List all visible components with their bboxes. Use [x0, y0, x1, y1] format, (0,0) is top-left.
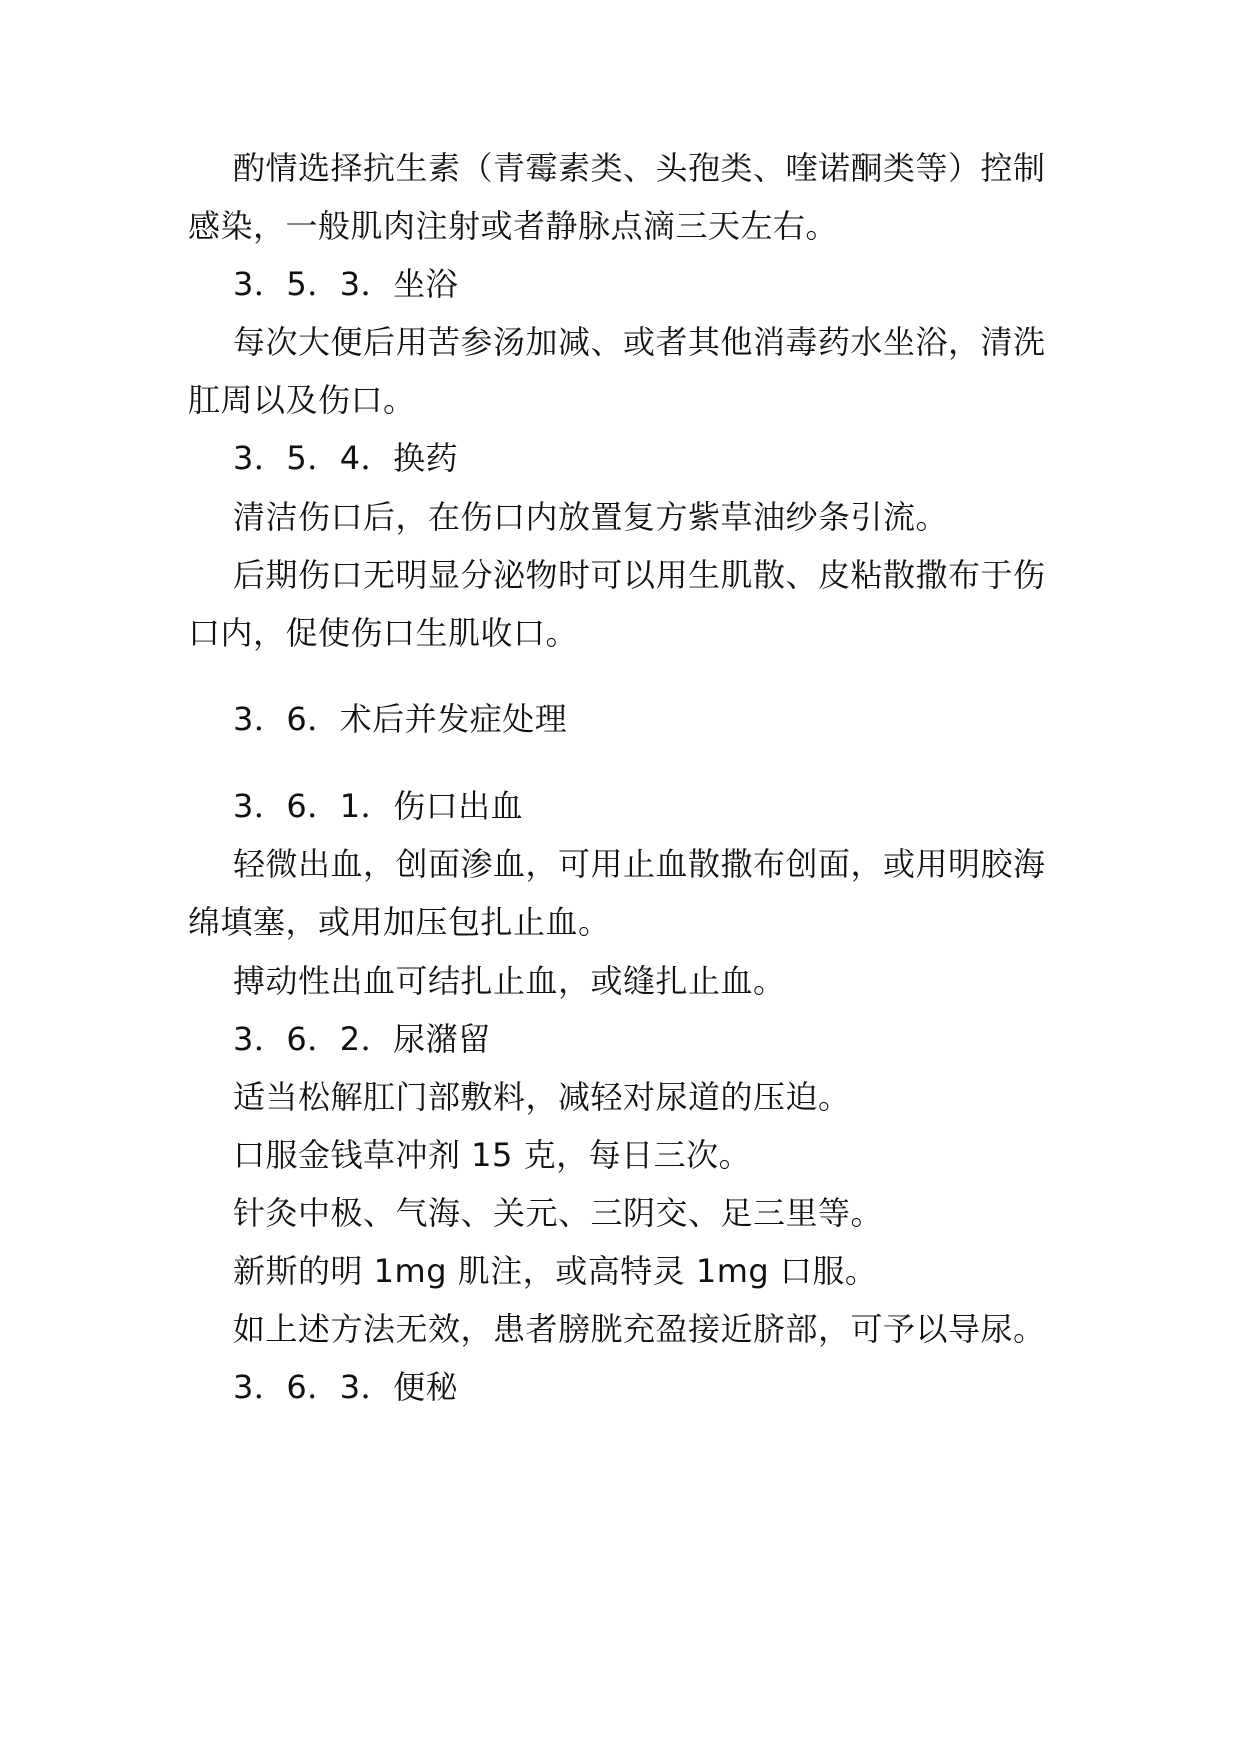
- section-heading: 3．6．3．便秘: [233, 1368, 459, 1406]
- paragraph-line: 针灸中极、气海、关元、三阴交、足三里等。: [233, 1194, 884, 1232]
- paragraph-line: 新斯的明 1mg 肌注，或高特灵 1mg 口服。: [233, 1252, 878, 1290]
- section-heading: 3．6．1．伤口出血: [233, 787, 524, 825]
- paragraph-line: 感染，一般肌肉注射或者静脉点滴三天左右。: [188, 207, 839, 245]
- paragraph-line: 搏动性出血可结扎止血，或缝扎止血。: [233, 962, 786, 1000]
- paragraph-line: 口服金钱草冲剂 15 克，每日三次。: [233, 1136, 752, 1174]
- paragraph-line: 轻微出血，创面渗血，可用止血散撒布创面，或用明胶海: [233, 845, 1046, 883]
- paragraph-line: 每次大便后用苦参汤加减、或者其他消毒药水坐浴，清洗: [233, 323, 1046, 361]
- paragraph-line: 如上述方法无效，患者膀胱充盈接近脐部，可予以导尿。: [233, 1310, 1046, 1348]
- paragraph-line: 口内，促使伤口生肌收口。: [188, 614, 579, 652]
- section-heading: 3．6．术后并发症处理: [233, 700, 568, 738]
- paragraph-line: 绵填塞，或用加压包扎止血。: [188, 903, 611, 941]
- paragraph-line: 清洁伤口后，在伤口内放置复方紫草油纱条引流。: [233, 498, 949, 536]
- section-heading: 3．5．3．坐浴: [233, 265, 459, 303]
- paragraph-line: 肛周以及伤口。: [188, 381, 416, 419]
- paragraph-line: 酌情选择抗生素（青霉素类、头孢类、喹诺酮类等）控制: [233, 149, 1046, 187]
- paragraph-line: 后期伤口无明显分泌物时可以用生肌散、皮粘散撒布于伤: [233, 556, 1046, 594]
- paragraph-line: 适当松解肛门部敷料，减轻对尿道的压迫。: [233, 1078, 851, 1116]
- section-heading: 3．6．2．尿潴留: [233, 1020, 491, 1058]
- section-heading: 3．5．4．换药: [233, 439, 459, 477]
